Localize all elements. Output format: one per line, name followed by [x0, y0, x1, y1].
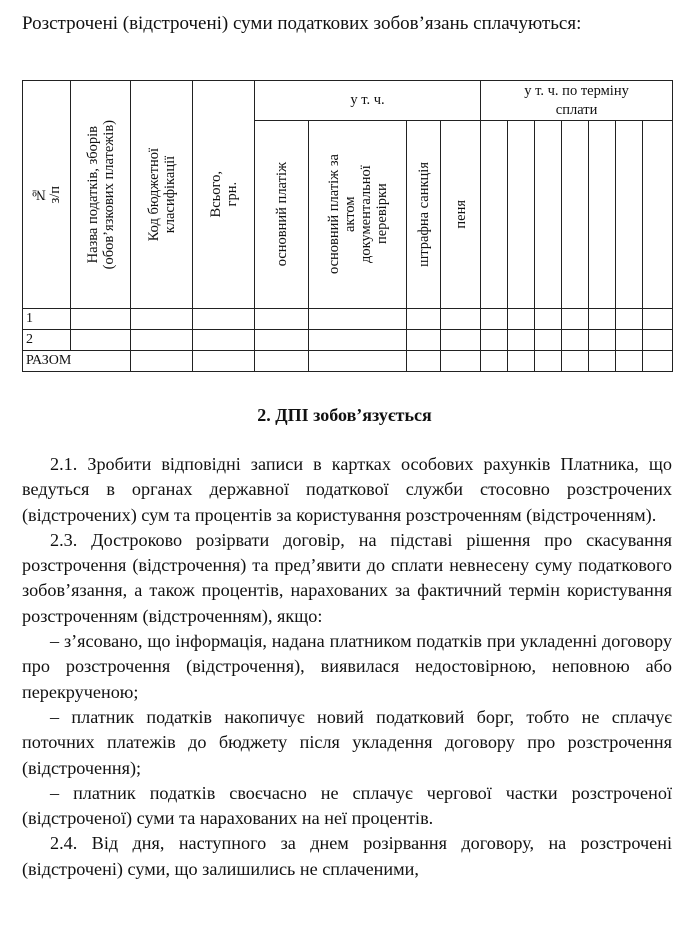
- table-row: [23, 330, 673, 351]
- row-number: 1: [23, 309, 71, 330]
- header-tax-name: Назва податків, зборів (обов’язкових платежів): [71, 81, 131, 309]
- header-by-term-group: у т. ч. по терміну сплати: [481, 81, 673, 121]
- term-cell: [508, 121, 535, 309]
- paragraph: – з’ясовано, що інформація, надана платником податків при укладенні договору про розстрочення (відстрочення), виявилася недостовірною, неповною або перекрученою;: [22, 631, 672, 702]
- header-main-payment: основний платіж: [255, 121, 309, 309]
- total-label: РАЗОМ: [23, 351, 131, 372]
- paragraph: 2.4. Від дня, наступного за днем розірвання договору, на розстрочені (відстрочені) суми, що залишились не сплаченими,: [22, 833, 672, 879]
- header-penalty: штрафна санкція: [407, 121, 441, 309]
- term-cell: [643, 121, 673, 309]
- paragraph: 2.1. Зробити відповідні записи в картках особових рахунків Платника, що ведуться в органах державної податкової служби стосовно розстрочених (відстрочених) сум та процентів за користування розстроченням (відстроченням).: [22, 454, 672, 525]
- paragraph: – платник податків накопичує новий податковий борг, тобто не сплачує поточних платежів до бюджету після укладення договору про розстрочення (відстрочення);: [22, 706, 672, 778]
- term-cell: [616, 121, 643, 309]
- term-cell: [535, 121, 562, 309]
- section-heading: 2. ДПІ зобов’язується: [257, 405, 432, 425]
- row-number: 2: [23, 330, 71, 351]
- tax-obligations-table: [22, 80, 673, 372]
- intro-text: Розстрочені (відстрочені) суми податкових зобов’язань сплачуються:: [22, 13, 582, 34]
- term-cell: [481, 121, 508, 309]
- header-number: № з/п: [23, 81, 71, 309]
- term-cell: [562, 121, 589, 309]
- term-cell: [589, 121, 616, 309]
- table-total-row: [23, 351, 673, 372]
- header-fine: пеня: [441, 121, 481, 309]
- paragraph: 2.3. Достроково розірвати договір, на підставі рішення про скасування розстрочення (відстрочення) та пред’явити до сплати невнесену суму податкового зобов’язання, а також процентів, нарахованих за фактичний термін користування розстроченням (відстроченням), якщо:: [22, 529, 672, 626]
- header-total: Всього, грн.: [193, 81, 255, 309]
- header-including-group: у т. ч.: [255, 81, 481, 121]
- table-row: [23, 309, 673, 330]
- header-main-payment-act: основний платіж за актом документальної перевірки: [309, 121, 407, 309]
- body-text: [22, 452, 672, 882]
- paragraph: – платник податків своєчасно не сплачує чергової частки розстроченої (відстроченої) суми та нарахованих на неї процентів.: [22, 782, 672, 829]
- header-budget-code: Код бюджетної класифікації: [131, 81, 193, 309]
